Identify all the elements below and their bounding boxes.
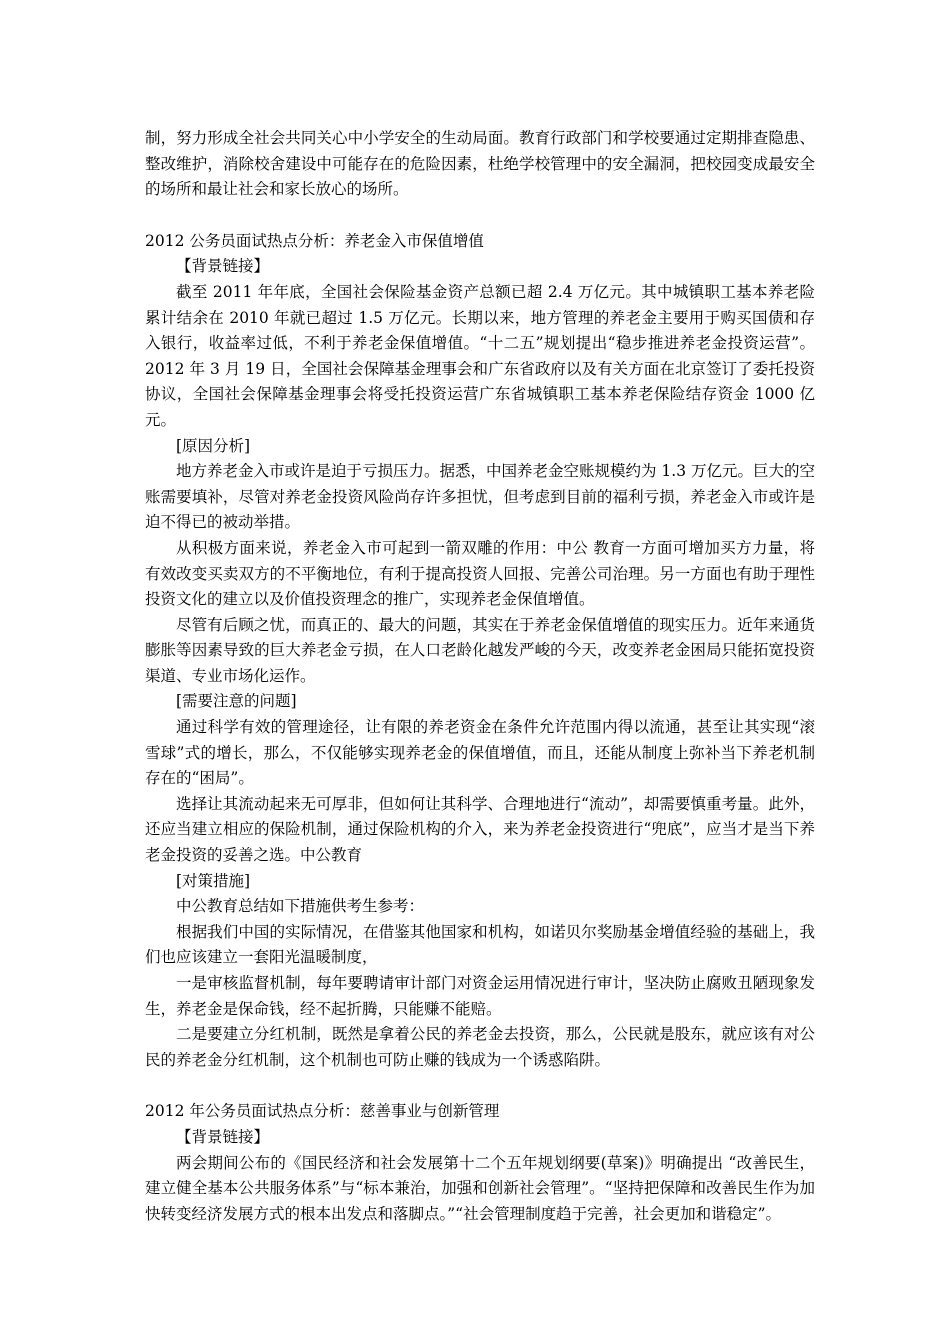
section-1-measures-paragraph: 中公教育总结如下措施供考生参考： bbox=[176, 897, 425, 916]
section-spacer bbox=[145, 203, 815, 229]
section-2-background-text: 两会期间公布的《国民经济和社会发展第十二个五年规划纲要(草案)》明确提出 “改善民生，建立健全基本公共服务体系”与“标本兼治，加强和创新社会管理”。“坚持把保障和改善民生作为加快转变经济发展方式的根本出发点和落脚点。”“社会管理制度趋于完善，社会更加和谐稳定”。 bbox=[145, 1153, 815, 1223]
section-1-measures-paragraph: 根据我们中国的实际情况，在借鉴其他国家和机构，如诺贝尔奖励基金增值经验的基础上，我们也应该建立一套阳光温暖制度， bbox=[145, 922, 815, 967]
section-1-attention-label: [需要注意的问题] bbox=[176, 692, 297, 711]
section-1-reason-paragraph: 尽管有后顾之忧，而真正的、最大的问题，其实在于养老金保值增值的现实压力。近年来通货膨胀等因素导致的巨大养老金亏损，在人口老龄化越发严峻的今天，改变养老金困局只能拓宽投资渠道、专业市场化运作。 bbox=[145, 615, 815, 685]
section-1-title: 2012 公务员面试热点分析：养老金入市保值增值 bbox=[145, 231, 484, 250]
intro-paragraph: 制，努力形成全社会共同关心中小学安全的生动局面。教育行政部门和学校要通过定期排查隐患、整改维护，消除校舍建设中可能存在的危险因素，杜绝学校管理中的安全漏洞，把校园变成最安全的场所和最让社会和家长放心的场所。 bbox=[145, 129, 815, 199]
section-1-measures-paragraph: 一是审核监督机制，每年要聘请审计部门对资金运用情况进行审计，坚决防止腐败丑陋现象发生，养老金是保命钱，经不起折腾，只能赚不能赔。 bbox=[145, 974, 815, 1018]
document-page bbox=[145, 126, 815, 1227]
section-1-attention-paragraph: 通过科学有效的管理途径，让有限的养老资金在条件允许范围内得以流通，甚至让其实现“滚雪球”式的增长，那么，不仅能够实现养老金的保值增值，而且，还能从制度上弥补当下养老机制存在的“困局”。 bbox=[145, 718, 815, 788]
section-1-attention-paragraph: 选择让其流动起来无可厚非，但如何让其科学、合理地进行“流动”，却需要慎重考量。此外，还应当建立相应的保险机制，通过保险机构的介入，来为养老金投资进行“兜底”，应当才是当下养老金投资的妥善之选。中公教育 bbox=[145, 794, 815, 865]
section-1-reason-label: [原因分析] bbox=[176, 436, 251, 455]
section-1-measures-paragraph: 二是要建立分红机制，既然是拿着公民的养老金去投资，那么，公民就是股东，就应该有对公民的养老金分红机制，这个机制也可防止赚的钱成为一个诱惑陷阱。 bbox=[145, 1025, 815, 1069]
section-1-background-text: 截至 2011 年年底，全国社会保险基金资产总额已超 2.4 万亿元。其中城镇职工基本养老险累计结余在 2010 年就已超过 1.5 万亿元。长期以来，地方管理的养老金主要用于购买国债和存入银行，收益率过低，不利于养老金保值增值。“十二五”规划提出“稳步推进养老金投资运营”。2012 年 3 月 19 日，全国社会保障基金理事会和广东省政府以及有关方面在北京签订了委托投资协议，全国社会保障基金理事会将受托投资运营广东省城镇职工基本养老保险结存资金 1000 亿元。 bbox=[145, 282, 815, 429]
section-1-measures-label: [对策措施] bbox=[176, 871, 251, 890]
section-1-reason-paragraph: 从积极方面来说，养老金入市可起到一箭双雕的作用：中公 教育一方面可增加买方力量，将有效改变买卖双方的不平衡地位，有利于提高投资人回报、完善公司治理。另一方面也有助于理性投资文化的建立以及价值投资理念的推广，实现养老金保值增值。 bbox=[145, 538, 815, 609]
section-spacer bbox=[145, 1073, 815, 1099]
section-1-background-label: 【背景链接】 bbox=[176, 257, 270, 276]
section-2-background-label: 【背景链接】 bbox=[176, 1127, 270, 1146]
section-1-reason-paragraph: 地方养老金入市或许是迫于亏损压力。据悉，中国养老金空账规模约为 1.3 万亿元。巨大的空账需要填补，尽管对养老金投资风险尚存许多担忧，但考虑到目前的福利亏损，养老金入市或许是迫不得已的被动举措。 bbox=[145, 462, 816, 532]
section-2-title: 2012 年公务员面试热点分析：慈善事业与创新管理 bbox=[145, 1102, 500, 1121]
